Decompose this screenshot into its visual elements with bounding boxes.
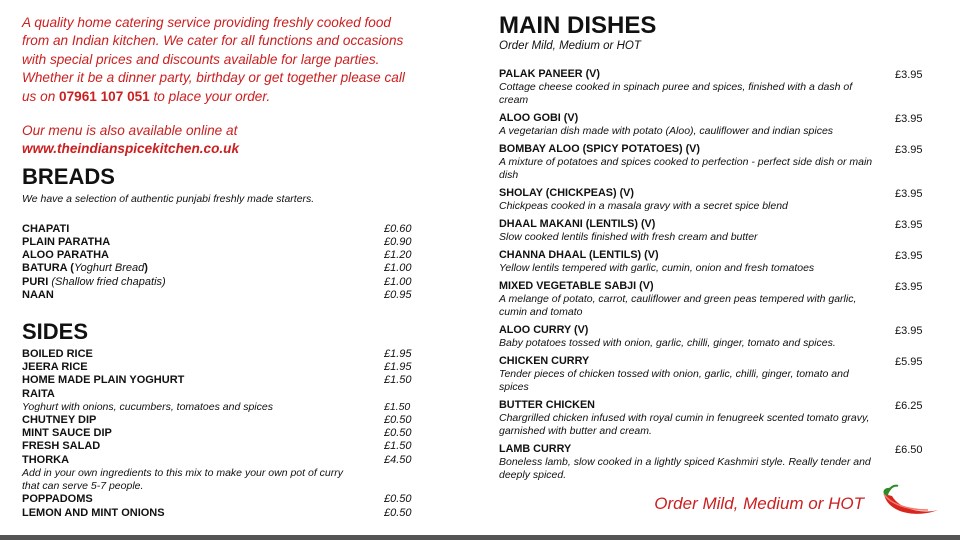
dish-description: Chargrilled chicken infused with royal cumin in fenugreek scented tomato gravy, garnished with butter and cream. xyxy=(499,412,870,437)
dish-body xyxy=(499,68,877,107)
item-name: MINT SAUCE DIP xyxy=(22,427,112,440)
dish-description: Chickpeas cooked in a masala gravy with a secret spice blend xyxy=(499,200,788,212)
phone-number[interactable]: 07961 107 051 xyxy=(59,88,150,104)
item-name-text: ALOO PARATHA xyxy=(22,249,109,262)
item-price: £1.20 xyxy=(384,249,412,262)
item-price xyxy=(384,388,414,401)
menu-item xyxy=(22,427,414,440)
dish-name: CHANNA DHAAL (LENTILS) (V) xyxy=(499,249,659,261)
dish-name: ALOO CURRY (V) xyxy=(499,324,589,336)
dish-body xyxy=(499,218,877,244)
dish-price: £6.25 xyxy=(895,400,923,412)
dish-name: DHAAL MAKANI (LENTILS) (V) xyxy=(499,218,656,230)
item-name: RAITA xyxy=(22,387,55,400)
intro-call xyxy=(22,69,414,106)
dish-price: £3.95 xyxy=(895,250,923,262)
item-name: BOILED RICE xyxy=(22,348,93,361)
item-name: JEERA RICE xyxy=(22,361,88,374)
item-name xyxy=(22,289,54,302)
dish-item xyxy=(499,324,929,350)
main-dishes-title: MAIN DISHES xyxy=(499,12,657,39)
item-name xyxy=(22,223,69,236)
dish-item xyxy=(499,249,929,275)
dish-item xyxy=(499,143,929,182)
intro-description: A quality home catering service providing freshly cooked food from an Indian kitchen. We cater for all functions and occasions with special prices and discounts available for large parties. xyxy=(22,15,404,67)
dish-price: £3.95 xyxy=(895,113,923,125)
menu-item xyxy=(22,388,414,401)
item-price: £0.50 xyxy=(384,427,412,440)
item-name: LEMON AND MINT ONIONS xyxy=(22,506,165,519)
dish-name: ALOO GOBI (V) xyxy=(499,112,579,124)
dish-price: £5.95 xyxy=(895,356,923,368)
item-price: £1.50 xyxy=(384,400,411,413)
sides-title: SIDES xyxy=(22,319,89,345)
chilli-pepper-icon xyxy=(878,484,944,520)
dish-body xyxy=(499,112,877,138)
order-note: Order Mild, Medium or HOT xyxy=(654,494,864,513)
item-name xyxy=(22,236,110,249)
dish-body xyxy=(499,187,877,213)
dish-description: Boneless lamb, slow cooked in a lightly spiced Kashmiri style. Really tender and deeply spiced. xyxy=(499,456,871,481)
item-name-suffix: ) xyxy=(144,262,148,275)
item-name-note: (Shallow fried chapatis) xyxy=(51,275,166,288)
menu-item xyxy=(22,374,414,387)
menu-item xyxy=(22,262,414,275)
right-column xyxy=(499,12,929,487)
dish-item xyxy=(499,399,929,438)
online-text: Our menu is also available online at xyxy=(22,123,238,139)
item-name: FRESH SALAD xyxy=(22,440,101,453)
item-price: £1.50 xyxy=(384,374,412,387)
dish-price: £3.95 xyxy=(895,325,923,337)
menu-item xyxy=(22,493,414,506)
menu-item xyxy=(22,414,414,427)
item-price: £1.95 xyxy=(384,348,412,361)
menu-item xyxy=(22,289,414,302)
dish-description: Tender pieces of chicken tossed with onion, garlic, chilli, ginger, tomato and spices xyxy=(499,368,849,393)
dish-description: Cottage cheese cooked in spinach puree and spices, finished with a dash of cream xyxy=(499,81,853,106)
intro-call-pre: Whether it be a dinner party, birthday or get together please call us on xyxy=(22,70,405,104)
item-price: £1.00 xyxy=(384,262,412,275)
breads-list xyxy=(22,223,414,302)
dish-body xyxy=(499,443,877,482)
bottom-divider xyxy=(0,535,960,540)
menu-item xyxy=(22,361,414,374)
menu-item xyxy=(22,440,414,453)
dish-name: CHICKEN CURRY xyxy=(499,355,590,367)
website-link[interactable]: www.theindianspicekitchen.co.uk xyxy=(22,141,240,157)
sides-list xyxy=(22,348,414,520)
dish-item xyxy=(499,68,929,107)
dish-item xyxy=(499,112,929,138)
item-name: HOME MADE PLAIN YOGHURT xyxy=(22,374,185,387)
item-name-text: PURI xyxy=(22,275,52,288)
item-name-text: PLAIN PARATHA xyxy=(22,236,111,249)
intro-text xyxy=(22,14,414,159)
dish-item xyxy=(499,187,929,213)
item-price: £0.50 xyxy=(384,414,412,427)
item-name xyxy=(22,249,109,262)
dish-price: £3.95 xyxy=(895,69,923,81)
dish-price: £3.95 xyxy=(895,281,923,293)
intro-call-post: to place your order. xyxy=(149,88,271,104)
item-note xyxy=(22,467,414,493)
item-price: £4.50 xyxy=(384,453,412,466)
raita-description: Yoghurt with onions, cucumbers, tomatoes and spices xyxy=(22,400,273,413)
dish-name: BOMBAY ALOO (SPICY POTATOES) (V) xyxy=(499,143,700,155)
menu-item xyxy=(22,223,414,236)
dish-price: £3.95 xyxy=(895,144,923,156)
item-name-note: Yoghurt Bread xyxy=(73,262,145,275)
dish-body xyxy=(499,355,877,394)
dish-description: Slow cooked lentils finished with fresh cream and butter xyxy=(499,231,758,243)
menu-item xyxy=(22,507,414,520)
item-price: £0.90 xyxy=(384,236,412,249)
left-column xyxy=(22,14,414,520)
thorka-description: Add in your own ingredients to this mix to make your own pot of curry that can serve 5-7 people. xyxy=(22,466,343,493)
dish-item xyxy=(499,355,929,394)
dish-description: Yellow lentils tempered with garlic, cumin, onion and fresh tomatoes xyxy=(499,262,815,274)
item-name: THORKA xyxy=(22,453,70,466)
dish-price: £3.95 xyxy=(895,219,923,231)
dish-description: A melange of potato, carrot, cauliflower and green peas tempered with garlic, cumin and tomato xyxy=(499,293,857,318)
item-name-text: CHAPATI xyxy=(22,222,70,235)
main-dishes-subtitle: Order Mild, Medium or HOT xyxy=(499,40,641,52)
dish-body xyxy=(499,280,877,319)
dish-description: Baby potatoes tossed with onion, garlic, chilli, ginger, tomato and spices. xyxy=(499,337,836,349)
menu-item xyxy=(22,454,414,467)
item-price: £1.95 xyxy=(384,361,412,374)
item-note xyxy=(22,401,414,414)
item-price: £1.50 xyxy=(384,440,412,453)
item-name xyxy=(22,262,148,275)
item-price: £0.60 xyxy=(384,222,412,235)
menu-item xyxy=(22,249,414,262)
item-price: £1.00 xyxy=(384,275,412,288)
dish-name: LAMB CURRY xyxy=(499,443,572,455)
menu-item xyxy=(22,236,414,249)
dish-body xyxy=(499,143,877,182)
dish-description: A vegetarian dish made with potato (Aloo), cauliflower and indian spices xyxy=(499,125,834,137)
dish-body xyxy=(499,399,877,438)
item-name xyxy=(22,276,166,289)
dish-item xyxy=(499,443,929,482)
menu-item xyxy=(22,276,414,289)
dish-price: £3.95 xyxy=(895,188,923,200)
breads-subtitle: We have a selection of authentic punjabi freshly made starters. xyxy=(22,192,315,205)
item-name: CHUTNEY DIP xyxy=(22,414,97,427)
breads-title: BREADS xyxy=(22,163,115,189)
item-name: POPPADOMS xyxy=(22,493,93,506)
dish-name: BUTTER CHICKEN xyxy=(499,399,595,411)
dishes-list xyxy=(499,68,929,482)
item-price: £0.95 xyxy=(384,288,412,301)
dish-body xyxy=(499,249,877,275)
dish-price: £6.50 xyxy=(895,444,923,456)
dish-item xyxy=(499,280,929,319)
dish-name: SHOLAY (CHICKPEAS) (V) xyxy=(499,187,634,199)
dish-name: PALAK PANEER (V) xyxy=(499,68,600,80)
dish-item xyxy=(499,218,929,244)
item-name-text: BATURA ( xyxy=(22,262,74,275)
item-name-text: NAAN xyxy=(22,288,54,301)
item-price: £0.50 xyxy=(384,493,412,506)
dish-description: A mixture of potatoes and spices cooked to perfection - perfect side dish or main dish xyxy=(499,156,873,181)
item-price: £0.50 xyxy=(384,506,412,519)
dish-name: MIXED VEGETABLE SABJI (V) xyxy=(499,280,654,292)
menu-item xyxy=(22,348,414,361)
dish-body xyxy=(499,324,877,350)
